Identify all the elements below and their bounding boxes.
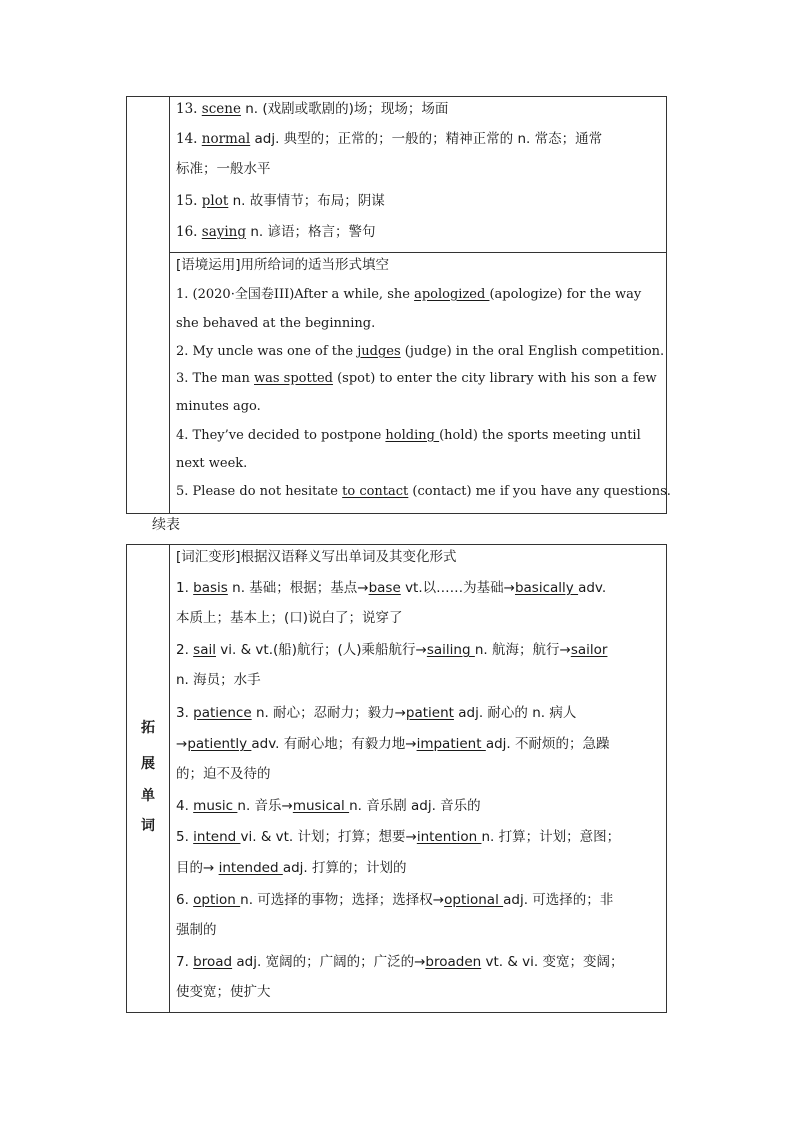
definition-text: n. 耐心；忍耐力；毅力→ <box>251 705 406 721</box>
definition-text: → <box>176 736 188 752</box>
definition-text: adj. 宽阔的；广阔的；广泛的→ <box>232 954 426 970</box>
word-form-line <box>176 764 662 784</box>
definition-text: adv. <box>578 580 607 596</box>
answer-word: sail <box>193 642 216 658</box>
answer-word: basically <box>514 580 579 596</box>
definition-text: n. 音乐剧 adj. 音乐的 <box>349 798 481 814</box>
answer-word: patiently <box>187 736 252 752</box>
definition-text: 使变宽；使扩大 <box>176 984 271 1000</box>
exercise-line: 3. The man was spotted (spot) to enter the city library with his son a few <box>176 371 657 386</box>
answer-word: patient <box>405 705 454 721</box>
definition-text: 4. <box>176 798 194 814</box>
definition-text: adj. 耐心的 n. 病人 <box>453 705 577 721</box>
word-row: 16. saying n. 谚语；格言；警句 <box>176 224 376 240</box>
side-label-char: 展 <box>141 756 155 772</box>
side-label-char: 词 <box>141 818 155 834</box>
definition-text: 1. <box>176 580 194 596</box>
definition-text: adj. 打算的；计划的 <box>282 860 407 876</box>
answer-word: patience <box>193 705 252 721</box>
definition-text: adv. 有耐心地；有毅力地→ <box>251 736 417 752</box>
answer-word: music <box>193 798 238 814</box>
word-form-line <box>176 670 662 690</box>
table-caption: 续表 <box>152 517 180 533</box>
definition-text: 本质上；基本上；(口)说白了；说穿了 <box>176 610 403 626</box>
side-column <box>127 97 170 513</box>
vocabulary-table-continued <box>126 96 671 514</box>
exercise-line: next week. <box>176 456 248 471</box>
definition-text: vt.以……为基础→ <box>400 580 515 596</box>
definition-text: vt. & vi. 变宽；变阔； <box>481 954 624 970</box>
definition-text: 7. <box>176 954 194 970</box>
context-heading: [语境运用]用所给词的适当形式填空 <box>176 257 390 273</box>
word-form-line <box>176 982 662 1002</box>
word-form-line <box>176 952 662 972</box>
definition-text: n. 海员；水手 <box>176 672 261 688</box>
word-form-line <box>176 578 662 598</box>
word-row: 标准；一般水平 <box>176 161 271 177</box>
word-row: 13. scene n. (戏剧或歌剧的)场；现场；场面 <box>176 101 449 117</box>
definition-text: n. 航海；航行→ <box>474 642 571 658</box>
definition-text: n. 打算；计划；意图； <box>481 829 621 845</box>
word-form-line <box>176 890 662 910</box>
answer-word: intention <box>416 829 482 845</box>
word-form-line <box>176 608 662 628</box>
definition-text: 6. <box>176 892 194 908</box>
side-label-char: 拓 <box>141 720 155 736</box>
definition-text: 5. <box>176 829 194 845</box>
exercise-line: 5. Please do not hesitate to contact (contact) me if you have any questions. <box>176 484 671 499</box>
word-form-line <box>176 920 662 940</box>
answer-word: base <box>368 580 401 596</box>
definition-text: adj. 不耐烦的；急躁 <box>485 736 610 752</box>
definition-text: 目的→ <box>176 860 219 876</box>
answer-word: broad <box>193 954 233 970</box>
definition-text: n. 音乐→ <box>237 798 293 814</box>
answer-word: intend <box>193 829 241 845</box>
definition-text: 强制的 <box>176 922 217 938</box>
exercise-line: 2. My uncle was one of the judges (judge) in the oral English competition. <box>176 344 665 359</box>
answer-word: broaden <box>425 954 482 970</box>
word-row: 15. plot n. 故事情节；布局；阴谋 <box>176 193 385 209</box>
section-heading: [词汇变形]根据汉语释义写出单词及其变化形式 <box>176 549 457 565</box>
definition-text: adj. 可选择的；非 <box>503 892 614 908</box>
word-form-line <box>176 734 662 754</box>
definition-text: n. 基础；根据；基点→ <box>227 580 369 596</box>
answer-word: sailor <box>570 642 608 658</box>
answer-word: musical <box>292 798 350 814</box>
exercise-line: 4. They’ve decided to postpone holding (hold) the sports meeting until <box>176 428 641 443</box>
word-form-line <box>176 796 662 816</box>
answer-word: optional <box>444 892 504 908</box>
answer-word: intended <box>218 860 283 876</box>
side-column <box>127 545 170 1012</box>
exercise-line: 1. (2020·全国卷III)After a while, she apologized (apologize) for the way <box>176 287 642 302</box>
word-form-line <box>176 703 662 723</box>
definition-text: 2. <box>176 642 194 658</box>
exercise-line: minutes ago. <box>176 399 261 414</box>
definition-text: 的；迫不及待的 <box>176 766 271 782</box>
definition-text: vi. & vt.(船)航行；(人)乘船航行→ <box>215 642 427 658</box>
word-row: 14. normal adj. 典型的；正常的；一般的；精神正常的 n. 常态；通常 <box>176 131 603 147</box>
answer-word: impatient <box>416 736 486 752</box>
answer-word: option <box>193 892 241 908</box>
side-label-char: 单 <box>141 788 155 804</box>
answer-word: basis <box>193 580 228 596</box>
row-divider <box>169 252 666 253</box>
vocabulary-table-extension <box>126 544 667 1013</box>
word-form-line <box>176 827 662 847</box>
word-form-line <box>176 640 662 660</box>
definition-text: 3. <box>176 705 194 721</box>
word-form-line <box>176 858 662 878</box>
answer-word: sailing <box>426 642 475 658</box>
definition-text: vi. & vt. 计划；打算；想要→ <box>240 829 417 845</box>
exercise-line: she behaved at the beginning. <box>176 316 376 331</box>
definition-text: n. 可选择的事物；选择；选择权→ <box>240 892 445 908</box>
